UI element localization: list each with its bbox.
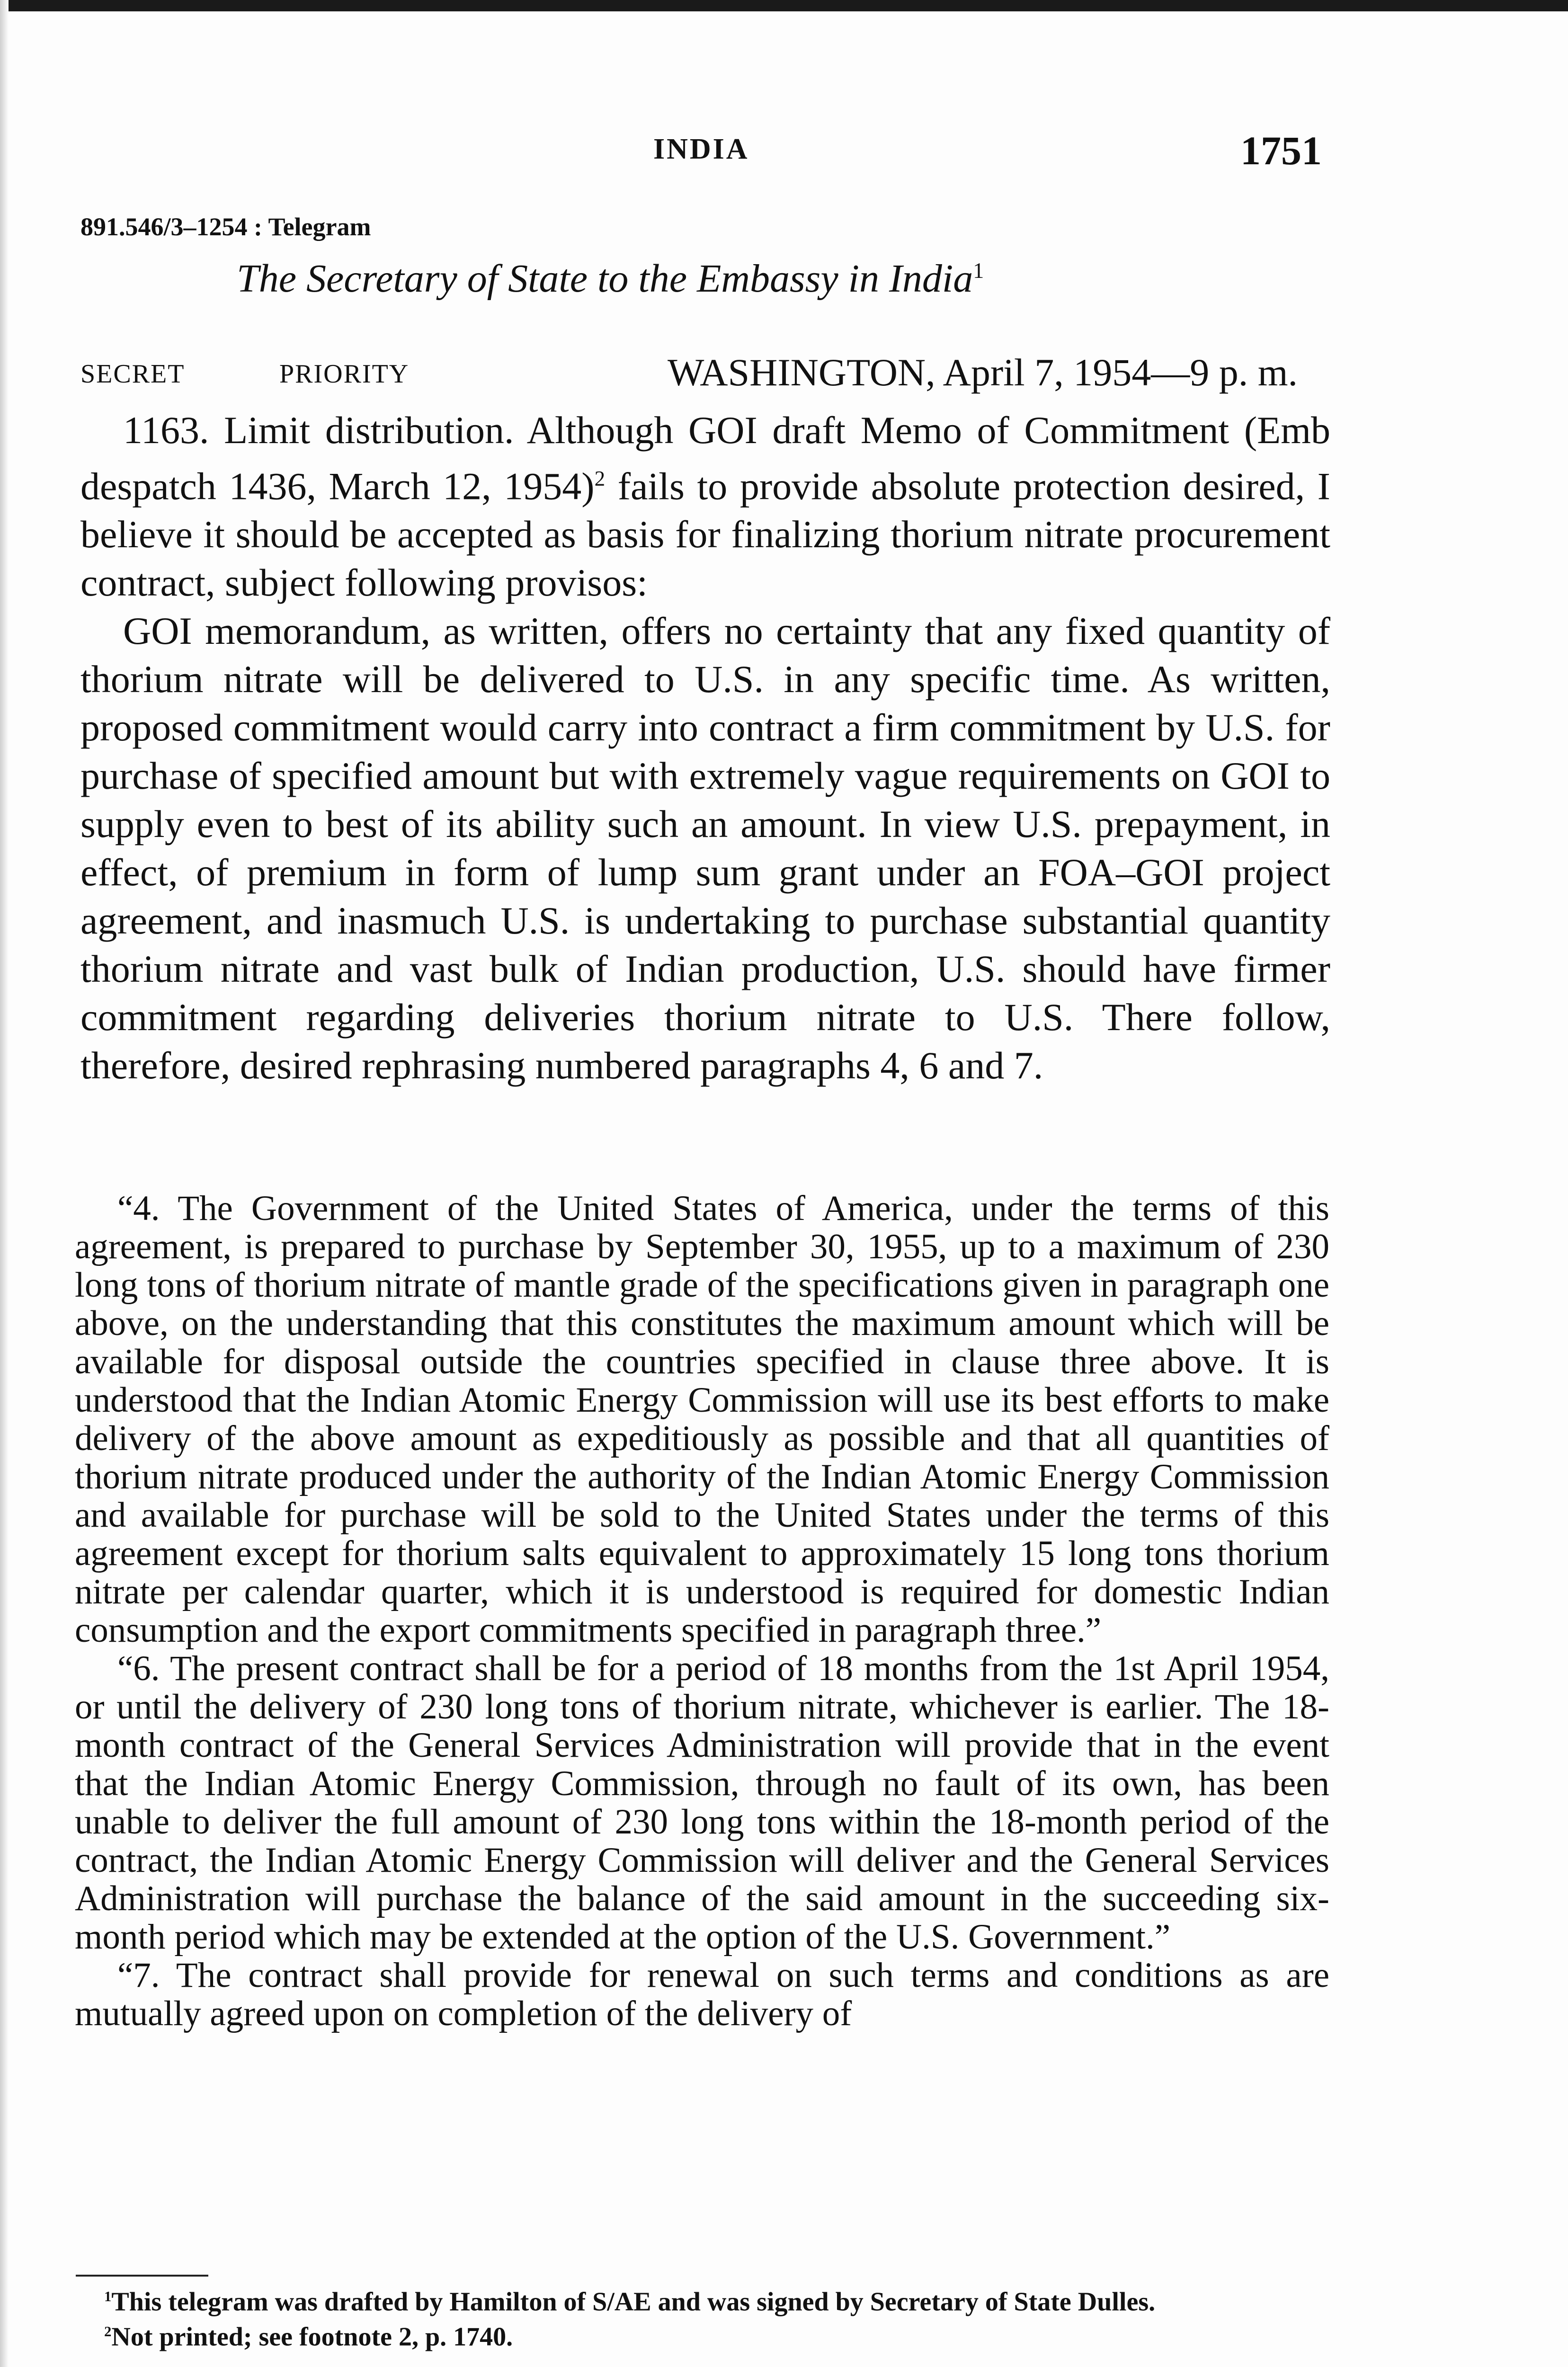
scan-left-shadow — [0, 0, 9, 2367]
footnote-1-text: This telegram was drafted by Hamilton of S/AE and was signed by Secretary of State Dulles. — [111, 2287, 1156, 2317]
telegram-meta-row — [80, 350, 1359, 398]
scan-top-border — [0, 0, 1568, 11]
quoted-paragraphs — [75, 1189, 1329, 2033]
dateline: WASHINGTON, April 7, 1954—9 p. m. — [668, 351, 1298, 394]
document-title-text: The Secretary of State to the Embassy in India — [237, 257, 973, 301]
footnote-2-text: Not printed; see footnote 2, p. 1740. — [111, 2322, 513, 2352]
body-paragraph-1-continuation: fails to provide absolute protection desired, I believe it should be accepted as basis for finalizing thorium nitrate procurement contract, subject following provisos: — [80, 464, 1330, 605]
footnotes — [76, 2282, 1330, 2351]
title-footnote-mark: 1 — [973, 258, 984, 283]
page-number: 1751 — [1240, 128, 1322, 173]
document-title — [237, 256, 984, 302]
document-reference: 891.546/3–1254 : Telegram — [80, 213, 371, 241]
footnote-2 — [76, 2317, 1330, 2352]
quoted-paragraph-4: “4. The Government of the United States of America, under the terms of this agreement, is prepared to purchase by September 30, 1955, up to a maximum of 230 long tons of thorium nitrate of mantle grade of the specifications given in paragraph one above, on the understanding that this constitutes the maximum amount which will be available for disposal outside the countries specified in clause three above. It is understood that the Indian Atomic Energy Commission will use its best efforts to make delivery of the above amount as expeditiously as possible and that all quantities of thorium nitrate produced under the authority of the Indian Atomic Energy Commission and available for purchase will be sold to the United States under the terms of this agreement except for thorium salts equivalent to approximately 15 long tons thorium nitrate per calendar quarter, which it is understood is required for domestic Indian consumption and the export commitments specified in paragraph three.” — [75, 1189, 1329, 1650]
telegram-body — [80, 406, 1330, 1090]
running-head: INDIA — [653, 133, 749, 165]
body-paragraph-1-text: 1163. Limit distribution. Although GOI draft Memo of Commitment (Emb despatch 1436, March 12, 1954) — [80, 409, 1330, 508]
body-paragraph-2: GOI memorandum, as written, offers no certainty that any fixed quantity of thorium nitrate will be delivered to U.S. in any specific time. As written, proposed commitment would carry into contract a firm commitment by U.S. for purchase of specified amount but with extremely vague requirements on GOI to supply even to best of its ability such an amount. In view U.S. prepayment, in effect, of premium in form of lump sum grant under an FOA–GOI project agreement, and inasmuch U.S. is undertaking to purchase substantial quantity thorium nitrate and vast bulk of Indian production, U.S. should have firmer commitment regarding deliveries thorium nitrate to U.S. There follow, therefore, desired rephrasing numbered paragraphs 4, 6 and 7. — [80, 609, 1330, 1087]
quoted-paragraph-6: “6. The present contract shall be for a period of 18 months from the 1st April 1954, or until the delivery of 230 long tons of thorium nitrate, whichever is earlier. The 18-month contract of the General Services Administration will provide that in the event that the Indian Atomic Energy Commission, through no fault of its own, has been unable to deliver the full amount of 230 long tons within the 18-month period of the contract, the Indian Atomic Energy Commission will deliver and the General Services Administration will purchase the balance of the said amount in the succeeding six-month period which may be extended at the option of the U.S. Government.” — [75, 1649, 1329, 1957]
classification-label: SECRET — [80, 359, 185, 389]
footnote-2-mark: 2 — [104, 2323, 112, 2340]
quoted-paragraph-7: “7. The contract shall provide for renewal on such terms and conditions as are mutually agreed upon on completion of the delivery of — [75, 1956, 1329, 2033]
footnote-rule — [76, 2275, 208, 2277]
footnote-1-mark: 1 — [104, 2288, 112, 2305]
body-footnote-mark: 2 — [594, 467, 606, 490]
body-paragraph-1 — [80, 406, 1330, 607]
precedence-label: PRIORITY — [279, 359, 410, 389]
footnote-1 — [76, 2282, 1330, 2317]
